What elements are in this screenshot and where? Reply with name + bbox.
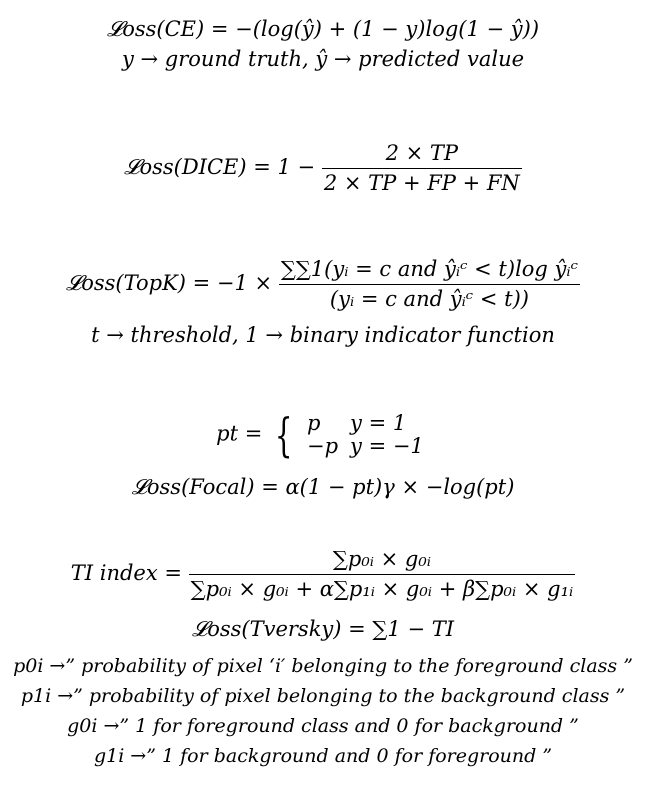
focal-case1-condition: y = 1	[350, 411, 407, 435]
topk-fraction	[279, 258, 580, 311]
tversky-ti-equation	[0, 548, 646, 601]
focal-case2-condition: y = −1	[350, 434, 424, 459]
focal-case2-value: −p	[306, 434, 339, 459]
topk-denominator: (yᵢ = c and ŷᵢᶜ < t))	[329, 287, 529, 312]
focal-cases	[301, 412, 430, 458]
topk-equation	[0, 258, 646, 311]
definition-p0i: p0i →” probability of pixel ‘i′ belonging to the foreground class ”	[13, 655, 633, 677]
ce-formula: 𝓛oss(CE) = −(log(ŷ) + (1 − y)log(1 − ŷ))	[106, 17, 540, 41]
topk-lhs: 𝓛oss(TopK) = −1 ×	[65, 271, 273, 296]
dice-fraction	[322, 142, 522, 195]
dice-denominator: 2 × TP + FP + FN	[323, 171, 520, 196]
definition-g1i: g1i →” 1 for background and 0 for foreground ”	[93, 745, 553, 767]
tversky-denominator: ∑p₀ᵢ × g₀ᵢ + α∑p₁ᵢ × g₀ᵢ + β∑p₀ᵢ × g₁ᵢ	[190, 577, 574, 602]
tversky-formula: 𝓛oss(Tversky) = ∑1 − TI	[191, 617, 455, 641]
focal-formula: 𝓛oss(Focal) = α(1 − pt)γ × −log(pt)	[131, 475, 515, 499]
dice-lhs: 𝓛oss(DICE) = 1 −	[124, 155, 316, 180]
focal-pt-lhs: pt =	[216, 421, 263, 446]
focal-pt-equation	[0, 408, 646, 463]
definition-p1i: p1i →” probability of pixel belonging to the background class ”	[20, 685, 626, 707]
tversky-ti-lhs: TI index =	[70, 561, 182, 586]
ce-note: y → ground truth, ŷ → predicted value	[121, 47, 525, 71]
left-brace-icon: {	[274, 408, 293, 463]
dice-numerator: 2 × TP	[322, 142, 522, 169]
dice-equation	[0, 142, 646, 195]
tversky-numerator: ∑p₀ᵢ × g₀ᵢ	[189, 548, 576, 575]
definition-g0i: g0i →” 1 for foreground class and 0 for background ”	[67, 715, 579, 737]
topk-numerator: ∑∑1(yᵢ = c and ŷᵢᶜ < t)log ŷᵢᶜ	[279, 258, 580, 285]
topk-note: t → threshold, 1 → binary indicator function	[91, 323, 555, 347]
focal-case1-value: p	[306, 411, 321, 435]
tversky-fraction	[189, 548, 576, 601]
